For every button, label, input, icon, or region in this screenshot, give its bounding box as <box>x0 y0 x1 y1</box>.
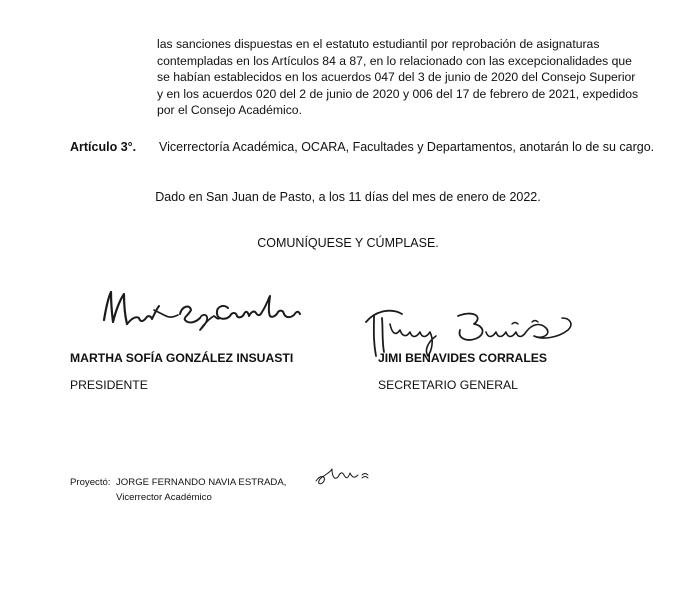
paragraph-line: se habían establecidos en los acuerdos 047 del 3 de junio de 2020 del Consejo Superior <box>157 70 636 84</box>
paragraph-line: contempladas en los Artículos 84 a 87, en lo relacionado con las excepcionalidades que <box>157 53 632 68</box>
issue-date-statement: Dado en San Juan de Pasto, a los 11 días del mes de enero de 2022. <box>155 190 541 204</box>
article-3-label: Artículo 3°. <box>70 140 137 154</box>
article-3-text: Vicerrectoría Académica, OCARA, Facultades y Departamentos, anotarán lo de su cargo. <box>159 140 655 154</box>
signature-president <box>96 288 311 338</box>
prepared-by-role: Vicerrector Académico <box>116 492 212 503</box>
initials-mark <box>312 463 374 489</box>
paragraph-line: las sanciones dispuestas en el estatuto estudiantil por reprobación de asignaturas <box>157 37 600 51</box>
prepared-by-label: Proyectó: <box>70 477 111 488</box>
paragraph-line: y en los acuerdos 020 del 2 de junio de 2020 y 006 del 17 de febrero de 2021, expedidos <box>157 86 639 101</box>
closing-formula: COMUNÍQUESE Y CÚMPLASE. <box>257 236 439 250</box>
signatory-name-secretary: JIMI BENAVIDES CORRALES <box>378 351 548 365</box>
signatory-role-president: PRESIDENTE <box>70 378 148 392</box>
signatory-role-secretary: SECRETARIO GENERAL <box>378 378 518 392</box>
body-paragraph <box>157 36 641 119</box>
signatory-name-president: MARTHA SOFÍA GONZÁLEZ INSUASTI <box>70 351 294 365</box>
prepared-by-name: JORGE FERNANDO NAVIA ESTRADA, <box>116 477 287 488</box>
paragraph-line: por el Consejo Académico. <box>157 103 302 117</box>
